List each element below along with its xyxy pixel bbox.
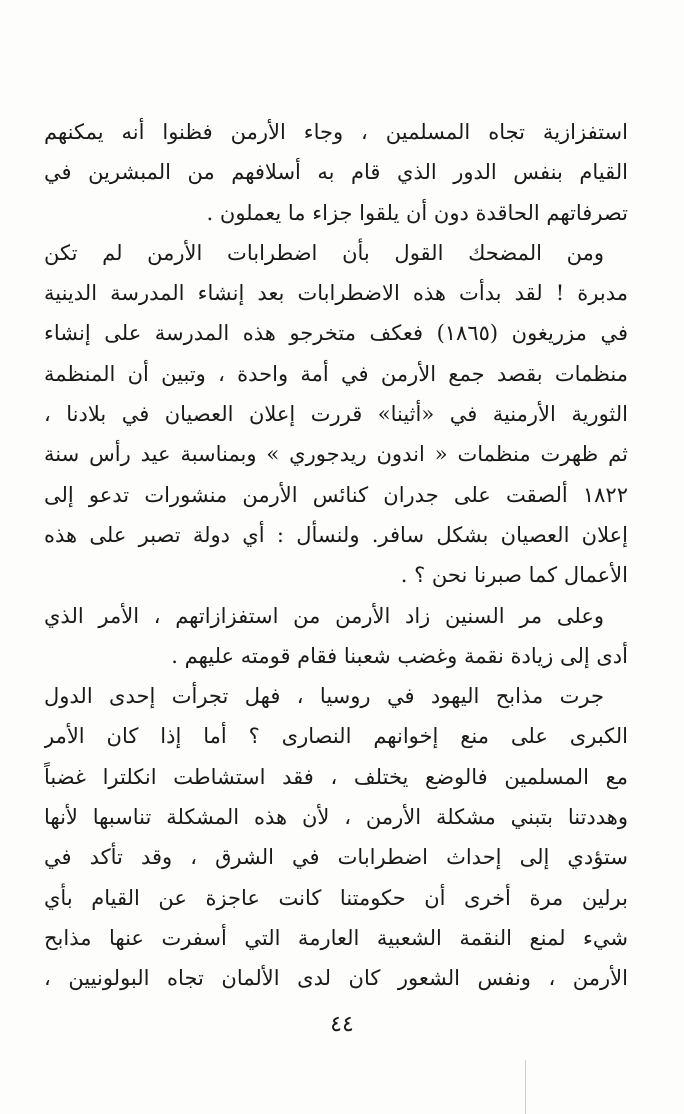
- text-line: في مزريغون (١٨٦٥) فعكف متخرجو هذه المدرسة على إنشاء: [44, 321, 628, 346]
- text-line: ستؤدي إلى إحداث اضطرابات في الشرق ، وقد تأكد في: [44, 845, 628, 870]
- text-line: استفزازية تجاه المسلمين ، وجاء الأرمن فظنوا أنه يمكنهم: [44, 120, 628, 144]
- text-line: الثورية الأرمنية في «أثينا» قررت إعلان العصيان في بلادنا ،: [44, 402, 628, 427]
- scan-artifact-line: [525, 1060, 526, 1114]
- text-line: جرت مذابح اليهود في روسيا ، فهل تجرأت إحدى الدول: [44, 684, 604, 709]
- text-line: أدى إلى زيادة نقمة وغضب شعبنا فقام قومته عليهم .: [171, 643, 628, 668]
- text-line: وعلى مر السنين زاد الأرمن من استفزازاتهم ، الأمر الذي: [44, 603, 604, 628]
- text-line: الكبرى على منع إخوانهم النصارى ؟ أما إذا كان الأمر: [44, 724, 628, 749]
- text-line: ١٨٢٢ ألصقت على جدران كنائس الأرمن منشورات تدعو إلى: [44, 482, 628, 507]
- text-line: الأرمن ، ونفس الشعور كان لدى الألمان تجاه البولونيين ،: [44, 966, 628, 991]
- text-line: الأعمال كما صبرنا نحن ؟ .: [400, 563, 628, 588]
- text-line: إعلان العصيان بشكل سافر. ولنسأل : أي دولة تصبر على هذه: [44, 522, 628, 547]
- text-line: مدبرة ! لقد بدأت هذه الاضطرابات بعد إنشاء المدرسة الدينية: [44, 281, 628, 306]
- text-line: منظمات بقصد جمع الأرمن في أمة واحدة ، وتبين أن المنظمة: [44, 361, 628, 386]
- text-line: وهددتنا بتبني مشكلة الأرمن ، لأن هذه المشكلة تناسبها لأنها: [44, 805, 628, 830]
- text-line: ثم ظهرت منظمات « اندون ريدجوري » وبمناسبة عيد رأس سنة: [44, 442, 628, 467]
- page-number: ٤٤: [330, 1012, 354, 1037]
- text-line: القيام بنفس الدور الذي قام به أسلافهم من المبشرين في: [44, 160, 628, 185]
- text-line: برلين مرة أخرى أن حكومتنا كانت عاجزة عن القيام بأي: [44, 885, 628, 910]
- body-text: [44, 112, 628, 999]
- text-line: شيء لمنع النقمة الشعبية العارمة التي أسفرت عنها مذابح: [44, 925, 628, 950]
- text-line: ومن المضحك القول بأن اضطرابات الأرمن لم تكن: [44, 240, 604, 265]
- text-line: مع المسلمين فالوضع يختلف ، فقد استشاطت انكلترا غضباً: [44, 764, 628, 789]
- text-line: تصرفاتهم الحاقدة دون أن يلقوا جزاء ما يعملون .: [206, 200, 628, 225]
